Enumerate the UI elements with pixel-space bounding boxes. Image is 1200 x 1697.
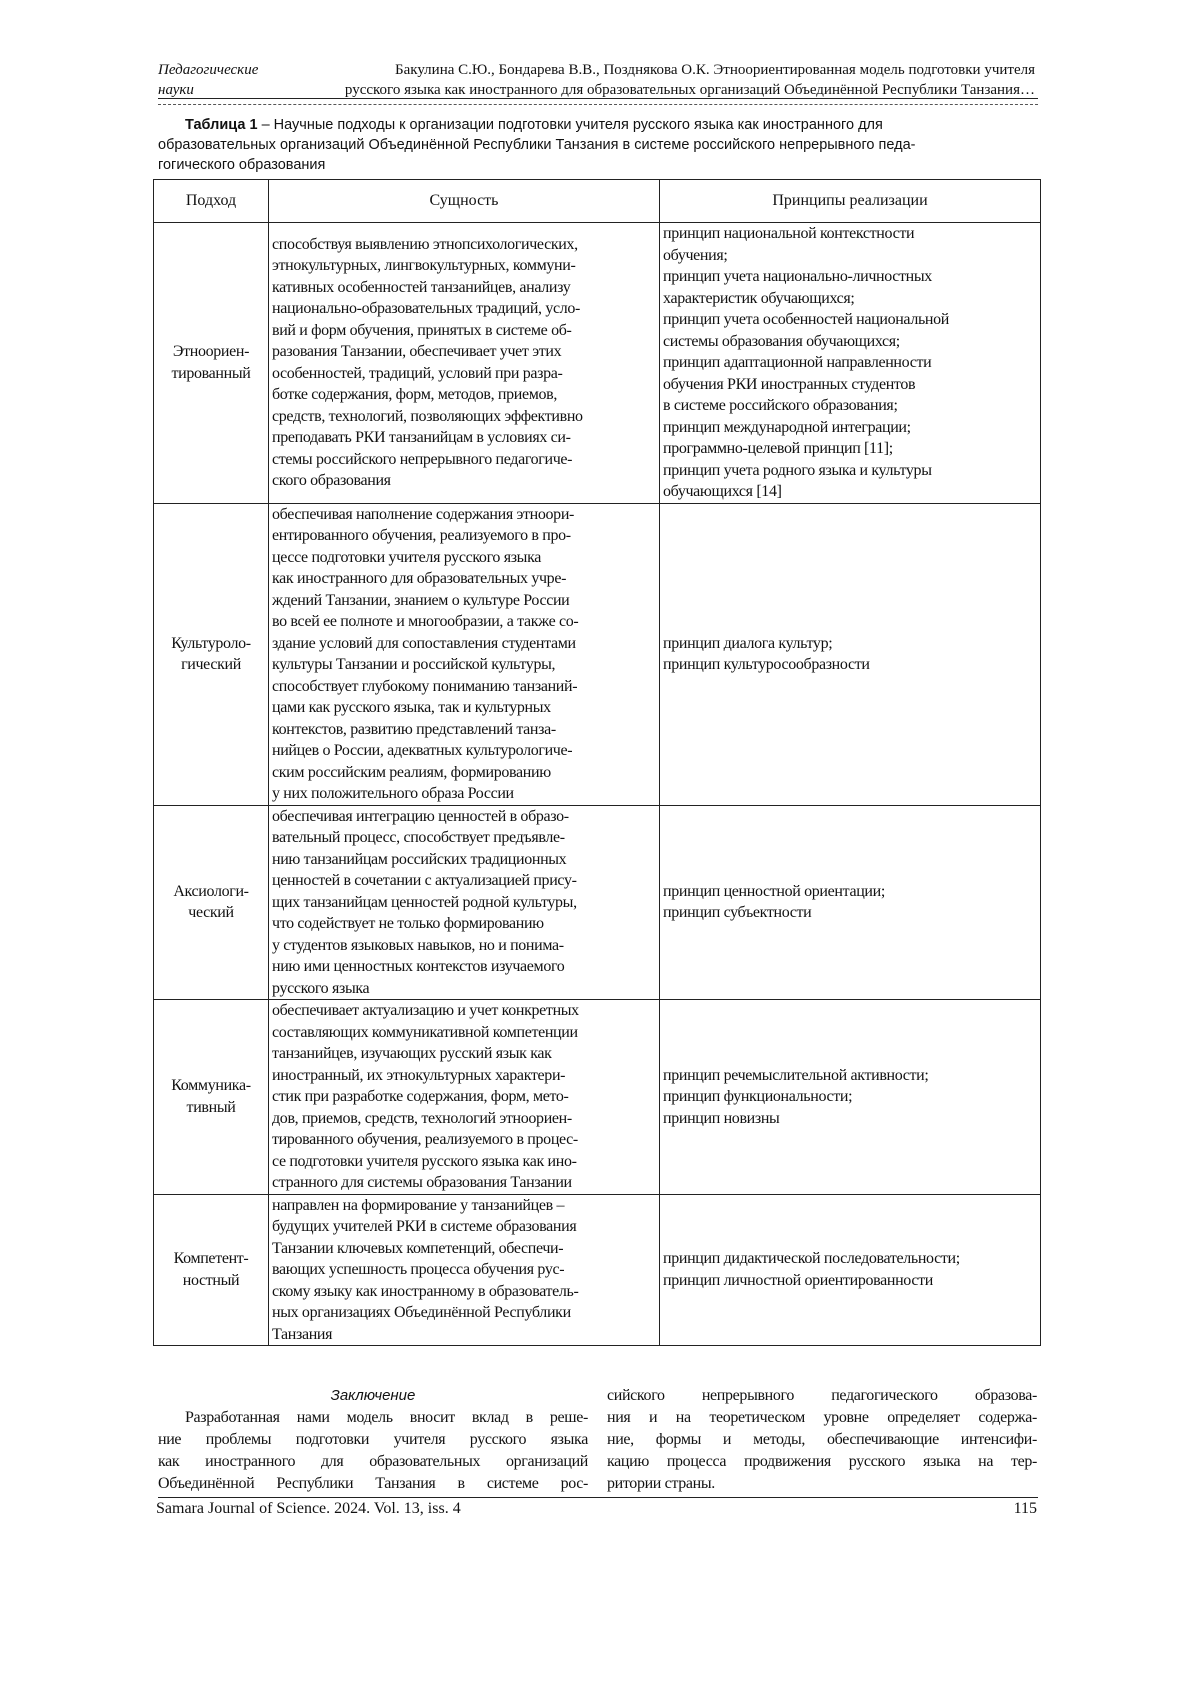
- cell-line: принцип дидактической последовательности;: [663, 1248, 1037, 1270]
- cell-line: принцип национальной контекстности: [663, 223, 1037, 245]
- section-line: Педагогические: [158, 60, 258, 80]
- cell-line: стемы российского непрерывного педагогиче-: [272, 449, 656, 471]
- cell-line: принцип учета родного языка и культуры: [663, 460, 1037, 482]
- document-page: [0, 0, 1200, 1697]
- conclusion-left-column: [158, 1385, 588, 1495]
- cell-line: способствует глубокому пониманию танзаний-: [272, 676, 656, 698]
- cell-line: в системе российского образования;: [663, 395, 1037, 417]
- header-rule: [158, 98, 1038, 99]
- cell-line: принцип функциональности;: [663, 1086, 1037, 1108]
- footer-journal: Samara Journal of Science. 2024. Vol. 13, iss. 4: [156, 1500, 461, 1518]
- paragraph-line: Разработанная нами модель вносит вклад в реше-: [158, 1407, 588, 1429]
- caption-line: гогического образования: [158, 155, 1038, 175]
- cell-line: принцип новизны: [663, 1108, 1037, 1130]
- cell-line: принцип речемыслительной активности;: [663, 1065, 1037, 1087]
- cell-line: составляющих коммуникативной компетенции: [272, 1022, 656, 1044]
- cell-line: ценностей в сочетании с актуализацией прису-: [272, 870, 656, 892]
- cell-line: у них положительного образа России: [272, 783, 656, 805]
- cell-principles: [660, 503, 1041, 805]
- cell-line: принцип субъектности: [663, 902, 1037, 924]
- cell-line: ческий: [157, 902, 265, 924]
- cell-line: принцип учета особенностей национальной: [663, 309, 1037, 331]
- cell-line: ского образования: [272, 470, 656, 492]
- column-header: Подход: [154, 180, 269, 223]
- cell-line: принцип адаптационной направленности: [663, 352, 1037, 374]
- paragraph-line: ние проблемы подготовки учителя русского языка: [158, 1429, 588, 1451]
- cell-line: обеспечивая интеграцию ценностей в образо-: [272, 806, 656, 828]
- table-row: [154, 1194, 1041, 1346]
- caption-line: – Научные подходы к организации подготовки учителя русского языка как иностранного для: [262, 117, 883, 133]
- cell-line: Этноориен-: [157, 341, 265, 363]
- cell-line: ентированного обучения, реализуемого в про-: [272, 525, 656, 547]
- cell-line: цами как русского языка, так и культурных: [272, 697, 656, 719]
- cell-line: вающих успешность процесса обучения рус-: [272, 1259, 656, 1281]
- cell-line: тированный: [157, 363, 265, 385]
- cell-line: обучения;: [663, 245, 1037, 267]
- paragraph-line: ния и на теоретическом уровне определяет содержа-: [607, 1407, 1037, 1429]
- cell-line: тированного обучения, реализуемого в процес-: [272, 1129, 656, 1151]
- cell-line: гический: [157, 654, 265, 676]
- cell-essence: [269, 1000, 660, 1195]
- cell-approach: [154, 223, 269, 504]
- column-header: Сущность: [269, 180, 660, 223]
- section-line: науки: [158, 80, 258, 100]
- cell-essence: [269, 1194, 660, 1346]
- paragraph-line: кацию процесса продвижения русского языка на тер-: [607, 1451, 1037, 1473]
- cell-line: ностный: [157, 1270, 265, 1292]
- title-line: Бакулина С.Ю., Бондарева В.В., Позднякова О.К. Этноориентированная модель подготовки учителя: [345, 60, 1035, 80]
- table-caption: [158, 115, 1038, 175]
- paragraph-line: как иностранного для образовательных организаций: [158, 1451, 588, 1473]
- cell-principles: [660, 805, 1041, 1000]
- cell-line: нию ими ценностных контекстов изучаемого: [272, 956, 656, 978]
- paragraph-line: ритории страны.: [607, 1473, 1037, 1495]
- approaches-table: [153, 179, 1041, 1346]
- cell-line: характеристик обучающихся;: [663, 288, 1037, 310]
- cell-line: щих танзанийцам ценностей родной культуры,: [272, 892, 656, 914]
- cell-principles: [660, 1000, 1041, 1195]
- cell-line: культуры Танзании и российской культуры,: [272, 654, 656, 676]
- cell-line: русского языка: [272, 978, 656, 1000]
- cell-line: обучения РКИ иностранных студентов: [663, 374, 1037, 396]
- cell-essence: [269, 805, 660, 1000]
- cell-essence: [269, 503, 660, 805]
- paragraph-line: Объединённой Республики Танзания в системе рос-: [158, 1473, 588, 1495]
- cell-line: се подготовки учителя русского языка как ино-: [272, 1151, 656, 1173]
- cell-line: особенностей, традиций, условий при разра-: [272, 363, 656, 385]
- cell-line: скому языку как иностранному в образователь-: [272, 1281, 656, 1303]
- cell-line: кативных особенностей танзанийцев, анализу: [272, 277, 656, 299]
- section-heading: Заключение: [158, 1385, 588, 1407]
- cell-line: здание условий для сопоставления студентами: [272, 633, 656, 655]
- cell-principles: [660, 223, 1041, 504]
- cell-line: нийцев о России, адекватных культурологиче-: [272, 740, 656, 762]
- page-number: 115: [1014, 1500, 1037, 1518]
- cell-approach: [154, 1000, 269, 1195]
- table-row: [154, 805, 1041, 1000]
- cell-line: цессе подготовки учителя русского языка: [272, 547, 656, 569]
- cell-line: принцип личностной ориентированности: [663, 1270, 1037, 1292]
- cell-line: вательный процесс, способствует предъявле-: [272, 827, 656, 849]
- cell-line: обеспечивает актуализацию и учет конкретных: [272, 1000, 656, 1022]
- table-row: [154, 223, 1041, 504]
- cell-line: дов, приемов, средств, технологий этноориен-: [272, 1108, 656, 1130]
- cell-line: как иностранного для образовательных учре-: [272, 568, 656, 590]
- cell-line: тивный: [157, 1097, 265, 1119]
- title-line: русского языка как иностранного для образовательных организаций Объединённой Республики Танзания…: [345, 80, 1035, 100]
- footer-rule: [158, 1497, 1038, 1498]
- cell-line: стик при разработке содержания, форм, мето-: [272, 1086, 656, 1108]
- column-header: Принципы реализации: [660, 180, 1041, 223]
- cell-line: принцип диалога культур;: [663, 633, 1037, 655]
- cell-line: принцип учета национально-личностных: [663, 266, 1037, 288]
- cell-line: вий и форм обучения, принятых в системе об-: [272, 320, 656, 342]
- caption-label: Таблица 1: [185, 117, 258, 133]
- cell-line: способствуя выявлению этнопсихологических,: [272, 234, 656, 256]
- running-header-title: [345, 60, 1035, 100]
- cell-line: иностранный, их этнокультурных характери-: [272, 1065, 656, 1087]
- cell-line: принцип международной интеграции;: [663, 417, 1037, 439]
- cell-line: ским российским реалиям, формированию: [272, 762, 656, 784]
- cell-line: Аксиологи-: [157, 881, 265, 903]
- cell-line: принцип культуросообразности: [663, 654, 1037, 676]
- caption-line: образовательных организаций Объединённой Республики Танзания в системе российского непрерывного педа-: [158, 135, 1038, 155]
- cell-line: нию танзанийцам российских традиционных: [272, 849, 656, 871]
- running-header-section: [158, 60, 258, 100]
- cell-line: Компетент-: [157, 1248, 265, 1270]
- cell-principles: [660, 1194, 1041, 1346]
- cell-line: принцип ценностной ориентации;: [663, 881, 1037, 903]
- cell-line: контекстов, развитию представлений танза-: [272, 719, 656, 741]
- cell-line: танзанийцев, изучающих русский язык как: [272, 1043, 656, 1065]
- cell-line: во всей ее полноте и многообразии, а также со-: [272, 611, 656, 633]
- cell-line: будущих учителей РКИ в системе образования: [272, 1216, 656, 1238]
- cell-line: странного для системы образования Танзании: [272, 1172, 656, 1194]
- cell-approach: [154, 805, 269, 1000]
- cell-line: Танзании ключевых компетенций, обеспечи-: [272, 1238, 656, 1260]
- paragraph-line: сийского непрерывного педагогического образова-: [607, 1385, 1037, 1407]
- cell-line: ждений Танзании, знанием о культуре России: [272, 590, 656, 612]
- cell-line: разования Танзании, обеспечивает учет этих: [272, 341, 656, 363]
- cell-line: направлен на формирование у танзанийцев –: [272, 1195, 656, 1217]
- cell-line: что содействует не только формированию: [272, 913, 656, 935]
- cell-line: у студентов языковых навыков, но и понима-: [272, 935, 656, 957]
- cell-line: Культуроло-: [157, 633, 265, 655]
- cell-line: Танзания: [272, 1324, 656, 1346]
- cell-line: средств, технологий, позволяющих эффективно: [272, 406, 656, 428]
- cell-essence: [269, 223, 660, 504]
- cell-line: ботке содержания, форм, методов, приемов,: [272, 384, 656, 406]
- cell-approach: [154, 503, 269, 805]
- header-dashed-rule: [158, 104, 1038, 105]
- cell-line: ных организациях Объединённой Республики: [272, 1302, 656, 1324]
- cell-line: национально-образовательных традиций, усло-: [272, 298, 656, 320]
- cell-line: системы образования обучающихся;: [663, 331, 1037, 353]
- cell-line: обучающихся [14]: [663, 481, 1037, 503]
- table-row: [154, 503, 1041, 805]
- paragraph-line: ние, формы и методы, обеспечивающие интенсифи-: [607, 1429, 1037, 1451]
- cell-line: Коммуника-: [157, 1075, 265, 1097]
- table-row: [154, 1000, 1041, 1195]
- cell-line: обеспечивая наполнение содержания этноори-: [272, 504, 656, 526]
- cell-line: преподавать РКИ танзанийцам в условиях си-: [272, 427, 656, 449]
- conclusion-right-column: [607, 1385, 1037, 1495]
- cell-line: этнокультурных, лингвокультурных, коммуни-: [272, 255, 656, 277]
- cell-line: программно-целевой принцип [11];: [663, 438, 1037, 460]
- cell-approach: [154, 1194, 269, 1346]
